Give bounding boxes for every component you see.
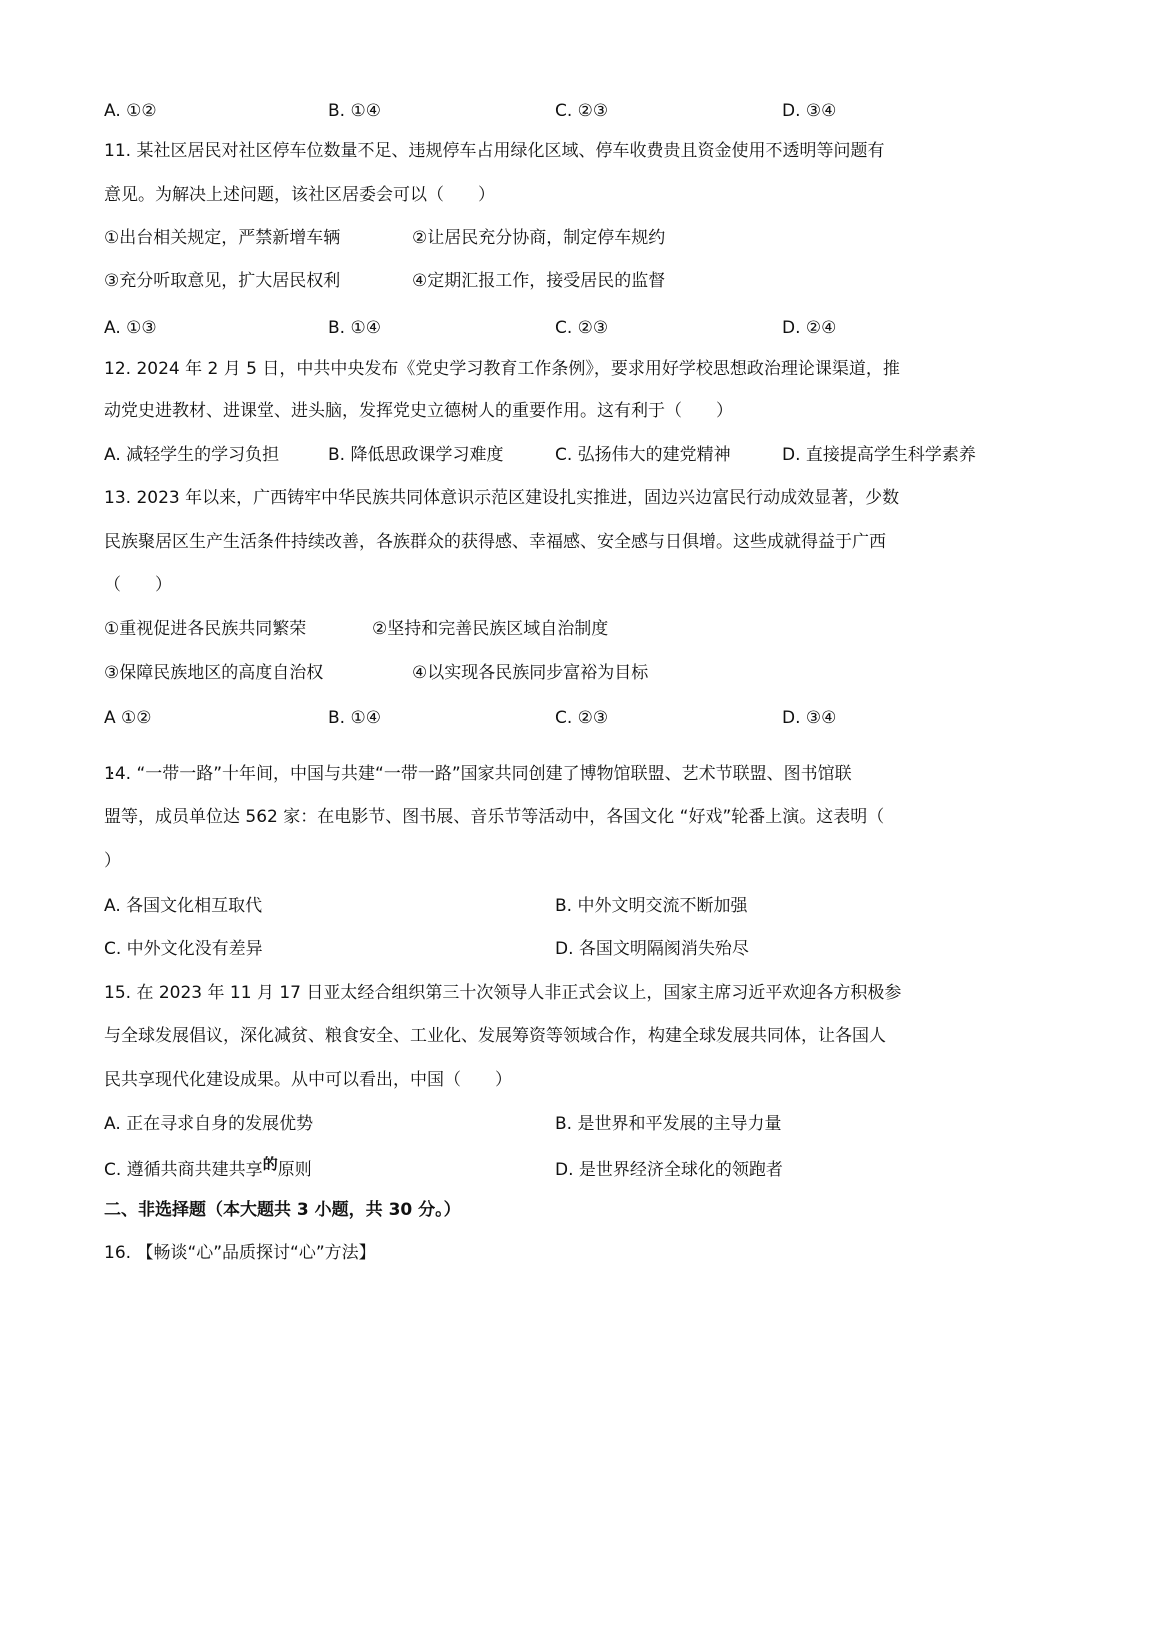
option-d: D. ③④ <box>782 101 837 121</box>
question-stem-line: 12. 2024 年 2 月 5 日，中共中央发布《党史学习教育工作条例》，要求用好学校思想政治理论课渠道，推 <box>104 359 900 379</box>
option-b: B. 中外文明交流不断加强 <box>555 896 748 916</box>
question-stem-line: 13. 2023 年以来，广西铸牢中华民族共同体意识示范区建设扎实推进，固边兴边富民行动成效显著，少数 <box>104 488 900 508</box>
option-c: C. 弘扬伟大的建党精神 <box>555 445 731 465</box>
option-c: C. ②③ <box>555 318 609 338</box>
statement-item: ④定期汇报工作，接受居民的监督 <box>412 271 666 291</box>
option-c: C. ②③ <box>555 708 609 728</box>
statement-item: ④以实现各民族同步富裕为目标 <box>412 663 649 683</box>
statement-item: ②让居民充分协商，制定停车规约 <box>412 228 666 248</box>
option-b: B. 是世界和平发展的主导力量 <box>555 1114 782 1134</box>
option-a: A ①② <box>104 708 152 728</box>
option-d: D. 直接提高学生科学素养 <box>782 445 976 465</box>
question-stem-line: ） <box>104 851 121 871</box>
option-b: B. ①④ <box>328 708 381 728</box>
question-stem-line: 14. “一带一路”十年间，中国与共建“一带一路”国家共同创建了博物馆联盟、艺术节联盟、图书馆联 <box>104 764 852 784</box>
option-d: D. ②④ <box>782 318 837 338</box>
option-b: B. 降低思政课学习难度 <box>328 445 504 465</box>
option-d: D. 是世界经济全球化的领跑者 <box>555 1160 783 1180</box>
statement-item: ②坚持和完善民族区域自治制度 <box>372 619 609 639</box>
statement-item: ③保障民族地区的高度自治权 <box>104 663 324 683</box>
option-c: C. 中外文化没有差异 <box>104 939 263 959</box>
statement-item: ①重视促进各民族共同繁荣 <box>104 619 307 639</box>
option-a: A. ①② <box>104 101 157 121</box>
question-stem-line: 11. 某社区居民对社区停车位数量不足、违规停车占用绿化区域、停车收费贵且资金使用不透明等问题有 <box>104 141 885 161</box>
question-16-stem: 16. 【畅谈“心”品质探讨“心”方法】 <box>104 1243 376 1263</box>
question-stem-line: 民共享现代化建设成果。从中可以看出，中国（ ） <box>104 1070 512 1090</box>
option-c <box>104 1155 312 1181</box>
question-stem-line: 15. 在 2023 年 11 月 17 日亚太经合组织第三十次领导人非正式会议上，国家主席习近平欢迎各方积极参 <box>104 983 902 1003</box>
option-a: A. 减轻学生的学习负担 <box>104 445 280 465</box>
option-a: A. 各国文化相互取代 <box>104 896 263 916</box>
question-stem-line: 与全球发展倡议，深化减贫、粮食安全、工业化、发展筹资等领域合作，构建全球发展共同体，让各国人 <box>104 1026 886 1046</box>
option-c: C. ②③ <box>555 101 609 121</box>
option-a: A. ①③ <box>104 318 157 338</box>
question-stem-line: （ ） <box>104 575 172 595</box>
question-stem-line: 意见。为解决上述问题，该社区居委会可以（ ） <box>104 185 495 205</box>
question-stem-line: 盟等，成员单位达 562 家：在电影节、图书展、音乐节等活动中，各国文化 “好戏”轮番上演。这表明（ <box>104 807 885 827</box>
question-stem-line: 动党史进教材、进课堂、进头脑，发挥党史立德树人的重要作用。这有利于（ ） <box>104 401 733 421</box>
question-stem-line: 民族聚居区生产生活条件持续改善，各族群众的获得感、幸福感、安全感与日俱增。这些成就得益于广西 <box>104 532 886 552</box>
option-b: B. ①④ <box>328 101 381 121</box>
option-b: B. ①④ <box>328 318 381 338</box>
option-c-tail: 原则 <box>277 1160 312 1180</box>
option-d: D. ③④ <box>782 708 837 728</box>
statement-item: ①出台相关规定，严禁新增车辆 <box>104 228 341 248</box>
option-d: D. 各国文明隔阂消失殆尽 <box>555 939 749 959</box>
option-c-superscript: 的 <box>262 1155 278 1173</box>
section-heading: 二、非选择题（本大题共 3 小题，共 30 分。） <box>104 1200 461 1220</box>
option-c-text: C. 遵循共商共建共享 <box>104 1160 263 1180</box>
statement-item: ③充分听取意见，扩大居民权利 <box>104 271 341 291</box>
option-a: A. 正在寻求自身的发展优势 <box>104 1114 314 1134</box>
